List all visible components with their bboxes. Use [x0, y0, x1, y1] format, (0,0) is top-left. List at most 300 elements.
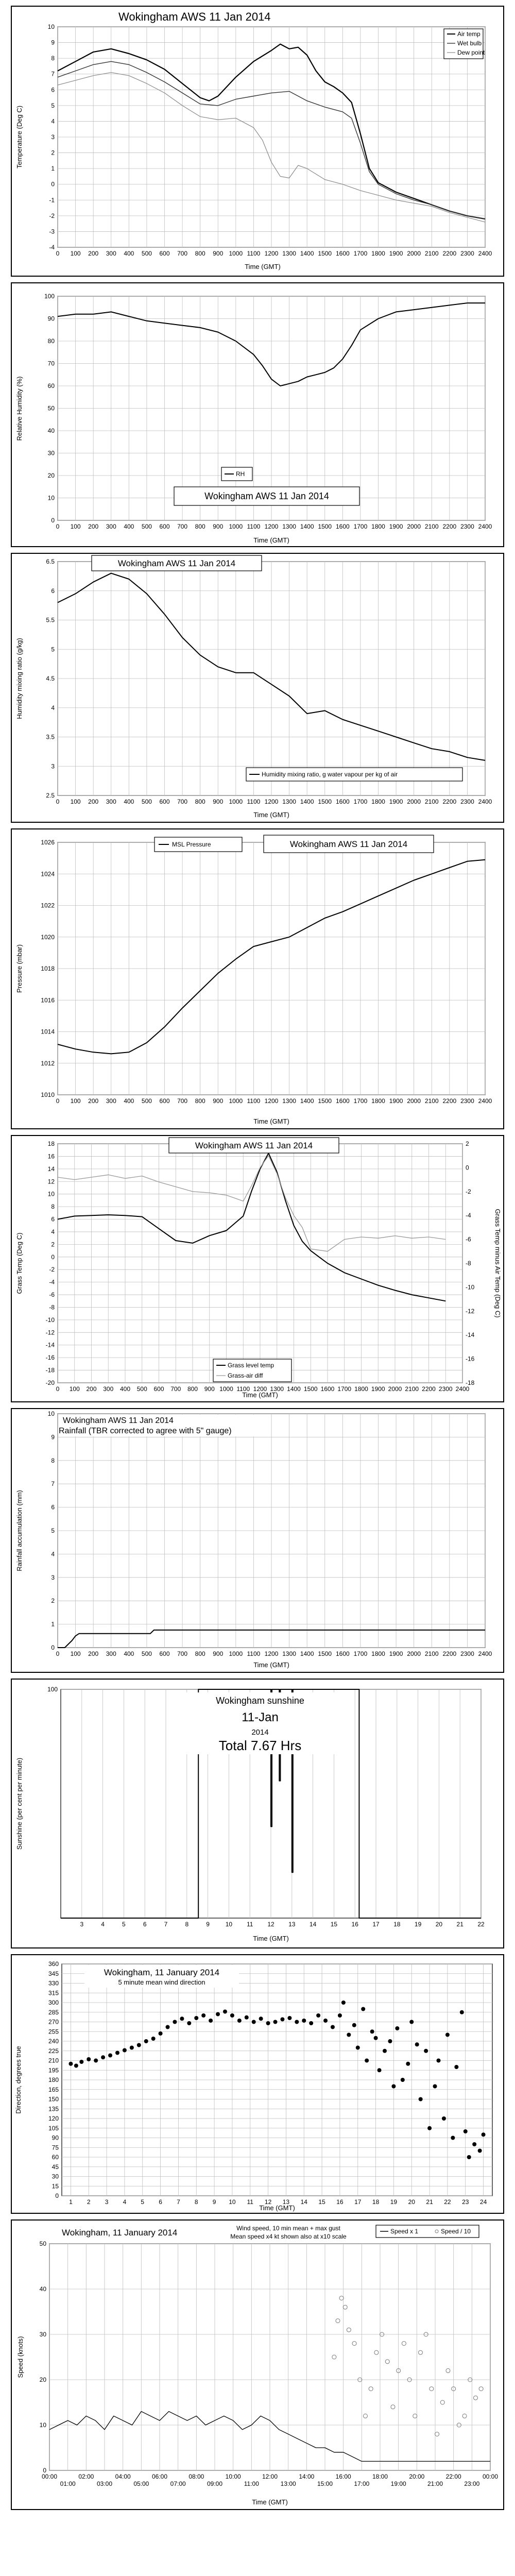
x-tick-label: 200: [88, 250, 99, 257]
data-point: [115, 2051, 119, 2055]
data-point: [194, 2016, 198, 2020]
chart-note: Mean speed x4 kt shown also at x10 scale: [230, 2233, 347, 2240]
data-point: [79, 2060, 83, 2064]
data-point: [395, 2026, 399, 2030]
x-tick-label: 200: [88, 798, 99, 805]
y-tick-label: 150: [48, 2095, 59, 2103]
data-point: [377, 2068, 382, 2072]
data-point: [409, 2020, 414, 2024]
x-tick-label: 600: [159, 250, 170, 257]
data-point: [252, 2020, 256, 2024]
y-tick-label: 7: [51, 1480, 55, 1488]
y-tick-label: -1: [49, 196, 55, 204]
x-tick-label: 10:00: [225, 2473, 241, 2480]
x-tick-label: 1500: [318, 1650, 332, 1657]
y-axis-label: Speed (knots): [16, 2336, 24, 2378]
x-tick-label: 700: [177, 1097, 188, 1105]
y-right-tick-label: 0: [466, 1164, 469, 1172]
y-tick-label: 1: [51, 165, 55, 173]
x-tick-label: 1900: [389, 1650, 403, 1657]
x-tick-label: 500: [136, 1385, 147, 1393]
data-point: [316, 2013, 320, 2018]
x-tick-label: 6: [143, 1921, 147, 1928]
x-tick-label: 16: [351, 1921, 358, 1928]
y-tick-label: 40: [39, 2285, 46, 2293]
x-tick-label: 7: [177, 2198, 180, 2206]
data-point: [101, 2055, 105, 2059]
x-tick-label: 700: [177, 523, 188, 530]
y-tick-label: 9: [51, 1433, 55, 1441]
x-tick-label: 300: [103, 1385, 114, 1393]
y-tick-label: 100: [47, 1686, 58, 1693]
data-point: [388, 2039, 392, 2043]
y-tick-label: 6: [51, 1215, 55, 1223]
y-tick-label: 4: [51, 1228, 55, 1235]
x-tick-label: 19: [390, 2198, 398, 2206]
x-tick-label: 1000: [229, 523, 243, 530]
y-tick-label: 6: [51, 1503, 55, 1511]
data-point: [442, 2116, 446, 2121]
x-tick-label: 09:00: [207, 2480, 223, 2487]
y-tick-label: 2.5: [46, 792, 55, 799]
legend-label-air: Air temp: [457, 30, 480, 38]
y-tick-label: 14: [47, 1165, 55, 1173]
data-point: [209, 2019, 213, 2023]
data-point: [472, 2142, 476, 2146]
x-tick-label: 13: [282, 2198, 290, 2206]
x-axis-label: Time (GMT): [245, 263, 281, 270]
legend-label-wet: Wet bulb: [457, 40, 482, 47]
y-right-tick-label: -16: [466, 1355, 475, 1363]
x-tick-label: 15: [318, 2198, 325, 2206]
x-tick-label: 22: [444, 2198, 451, 2206]
y-tick-label: -18: [45, 1366, 55, 1374]
data-point: [445, 2033, 450, 2037]
x-tick-label: 1400: [300, 1097, 314, 1105]
x-tick-label: 500: [141, 523, 152, 530]
y-tick-label: 195: [48, 2066, 59, 2074]
y-tick-label: 10: [39, 2421, 46, 2429]
data-point: [338, 2013, 342, 2018]
y-tick-label: -14: [45, 1341, 55, 1349]
x-tick-label: 100: [70, 798, 81, 805]
chart-title: Wokingham AWS 11 Jan 2014: [195, 1141, 313, 1150]
data-point: [130, 2046, 134, 2050]
x-axis-label: Time (GMT): [253, 536, 289, 544]
data-point: [68, 2062, 73, 2066]
x-tick-label: 1700: [353, 523, 368, 530]
x-tick-label: 1400: [300, 250, 314, 257]
x-tick-label: 1400: [300, 1650, 314, 1657]
x-tick-label: 1300: [270, 1385, 284, 1393]
y-tick-label: 1024: [41, 870, 55, 878]
x-tick-label: 1300: [282, 250, 296, 257]
x-tick-label: 24: [479, 2198, 487, 2206]
wind-direction-chart: [0, 1953, 515, 2215]
y-right-tick-label: -4: [466, 1212, 471, 1219]
data-point: [401, 2078, 405, 2082]
x-tick-label: 07:00: [170, 2480, 186, 2487]
y-tick-label: 330: [48, 1979, 59, 1987]
y-tick-label: 105: [48, 2124, 59, 2132]
data-point: [482, 2132, 486, 2137]
x-tick-label: 21: [426, 2198, 433, 2206]
y-tick-label: 10: [47, 494, 55, 502]
x-tick-label: 900: [213, 523, 224, 530]
x-tick-label: 11: [247, 2198, 253, 2206]
x-tick-label: 800: [187, 1385, 198, 1393]
y-right-tick-label: -14: [466, 1331, 475, 1339]
x-tick-label: 13: [288, 1921, 296, 1928]
y-tick-label: 5: [51, 646, 55, 653]
data-point: [280, 2018, 284, 2022]
y-right-tick-label: -2: [466, 1188, 471, 1195]
x-tick-label: 500: [141, 798, 152, 805]
x-tick-label: 08:00: [188, 2473, 204, 2480]
humidity-chart: [0, 281, 515, 549]
data-point: [302, 2019, 306, 2023]
x-tick-label: 500: [141, 1650, 152, 1657]
data-point: [144, 2039, 148, 2043]
x-tick-label: 300: [106, 798, 116, 805]
x-tick-label: 9: [206, 1921, 210, 1928]
x-tick-label: 400: [124, 1097, 134, 1105]
data-point: [151, 2037, 156, 2041]
x-tick-label: 0: [56, 1650, 60, 1657]
x-tick-label: 2100: [424, 1097, 439, 1105]
x-tick-label: 9: [212, 2198, 216, 2206]
y-tick-label: 15: [52, 2182, 59, 2190]
y-tick-label: 10: [47, 23, 55, 30]
x-tick-label: 600: [159, 1650, 170, 1657]
x-tick-label: 1700: [353, 1097, 368, 1105]
x-tick-label: 1400: [287, 1385, 301, 1393]
x-tick-label: 1000: [229, 1097, 243, 1105]
x-tick-label: 0: [56, 523, 60, 530]
data-point: [433, 2084, 437, 2089]
data-point: [137, 2043, 141, 2047]
x-tick-label: 10: [229, 2198, 236, 2206]
x-tick-label: 16:00: [335, 2473, 351, 2480]
y-tick-label: 0: [55, 2192, 59, 2199]
y-right-tick-label: -18: [466, 1379, 475, 1386]
x-tick-label: 5: [141, 2198, 145, 2206]
wind-speed-chart: [0, 2218, 515, 2512]
y-tick-label: -3: [49, 228, 55, 235]
x-tick-label: 18: [393, 1921, 401, 1928]
x-tick-label: 2300: [460, 250, 474, 257]
x-tick-label: 1800: [371, 1097, 385, 1105]
x-tick-label: 23: [462, 2198, 469, 2206]
data-point: [309, 2021, 313, 2025]
x-tick-label: 2000: [407, 1097, 421, 1105]
data-point: [451, 2136, 455, 2140]
x-tick-label: 0: [56, 1385, 60, 1393]
y-tick-label: -6: [49, 1291, 55, 1299]
y-axis-label: Direction, degrees true: [14, 2046, 22, 2114]
y-tick-label: 2: [51, 149, 55, 157]
y-tick-label: -10: [45, 1316, 55, 1324]
data-point: [406, 2062, 410, 2066]
x-tick-label: 0: [56, 250, 60, 257]
y-tick-label: 0: [51, 517, 55, 524]
x-tick-label: 2400: [455, 1385, 470, 1393]
x-tick-label: 200: [88, 523, 99, 530]
x-tick-label: 1800: [371, 523, 385, 530]
x-axis-label: Time (GMT): [252, 2498, 288, 2506]
x-tick-label: 1600: [335, 250, 350, 257]
legend-label-diff: Grass-air diff: [228, 1372, 263, 1379]
y-tick-label: 8: [51, 1456, 55, 1464]
x-tick-label: 300: [106, 250, 116, 257]
y-tick-label: 255: [48, 2028, 59, 2036]
y-tick-label: 60: [52, 2154, 59, 2161]
x-tick-label: 1000: [229, 1650, 243, 1657]
chart-title: Wokingham AWS 11 Jan 2014: [117, 558, 236, 568]
y-tick-label: 30: [47, 449, 55, 457]
data-point: [94, 2059, 98, 2063]
y-tick-label: 16: [47, 1153, 55, 1160]
x-tick-label: 1300: [282, 1650, 296, 1657]
x-tick-label: 2100: [405, 1385, 419, 1393]
data-point: [352, 2023, 356, 2027]
data-point: [201, 2013, 205, 2018]
y-tick-label: 2: [51, 1241, 55, 1248]
x-tick-label: 600: [159, 1097, 170, 1105]
x-tick-label: 700: [170, 1385, 181, 1393]
y-tick-label: 0: [51, 1253, 55, 1261]
x-tick-label: 1800: [371, 798, 385, 805]
y-tick-label: 1020: [41, 933, 55, 941]
y-tick-label: 1: [51, 1620, 55, 1628]
y-tick-label: 10: [47, 1410, 55, 1417]
x-tick-label: 1600: [320, 1385, 335, 1393]
y-tick-label: 6: [51, 86, 55, 94]
x-tick-label: 2400: [478, 1650, 492, 1657]
x-tick-label: 1100: [236, 1385, 250, 1393]
y-tick-label: 18: [47, 1140, 55, 1147]
x-tick-label: 2300: [460, 1097, 474, 1105]
data-point: [419, 2097, 423, 2102]
data-point: [259, 2016, 263, 2021]
x-tick-label: 1200: [264, 250, 279, 257]
x-tick-label: 2200: [442, 250, 457, 257]
x-tick-label: 1500: [318, 798, 332, 805]
x-tick-label: 800: [195, 523, 205, 530]
y-tick-label: 1026: [41, 839, 55, 846]
y-axis-label: Rainfall accumulation (mm): [15, 1490, 23, 1571]
x-tick-label: 20: [435, 1921, 443, 1928]
x-tick-label: 200: [88, 1097, 99, 1105]
chart-subtitle: Rainfall (TBR corrected to agree with 5" gauge): [59, 1427, 232, 1435]
y-tick-label: 5.5: [46, 616, 55, 624]
data-point: [173, 2020, 177, 2024]
y-tick-label: 285: [48, 2008, 59, 2016]
y-tick-label: 75: [52, 2144, 59, 2151]
x-tick-label: 1800: [371, 1650, 385, 1657]
y-tick-label: 1022: [41, 902, 55, 909]
x-tick-label: 2: [87, 2198, 91, 2206]
y-tick-label: 0: [43, 2467, 46, 2474]
data-point: [331, 2025, 335, 2029]
data-point: [356, 2046, 360, 2050]
chart-title: Wokingham, 11 January 2014: [104, 1968, 220, 1977]
y-tick-label: 5: [51, 1527, 55, 1534]
x-tick-label: 300: [106, 523, 116, 530]
x-tick-label: 15:00: [317, 2480, 333, 2487]
x-tick-label: 800: [195, 1650, 205, 1657]
chart-subtitle: 5 minute mean wind direction: [118, 1978, 205, 1986]
y-tick-label: -4: [49, 244, 55, 251]
x-tick-label: 02:00: [78, 2473, 94, 2480]
x-tick-label: 14:00: [299, 2473, 315, 2480]
y-tick-label: -2: [49, 1266, 55, 1274]
y-tick-label: 10: [47, 1190, 55, 1198]
data-point: [166, 2025, 170, 2029]
y-tick-label: 5: [51, 101, 55, 109]
data-point: [370, 2029, 374, 2033]
y-tick-label: -8: [49, 1303, 55, 1311]
x-tick-label: 1700: [337, 1385, 352, 1393]
x-tick-label: 18: [372, 2198, 380, 2206]
y-tick-label: 20: [39, 2376, 46, 2383]
chart-title: Wokingham AWS 11 Jan 2014: [118, 10, 271, 23]
rainfall-chart: [0, 1406, 515, 1674]
x-tick-label: 2200: [442, 1097, 457, 1105]
x-tick-label: 2300: [460, 523, 474, 530]
y-tick-label: 345: [48, 1970, 59, 1977]
x-tick-label: 500: [141, 1097, 152, 1105]
x-tick-label: 2100: [424, 523, 439, 530]
x-tick-label: 6: [159, 2198, 162, 2206]
x-tick-label: 900: [213, 798, 224, 805]
y-tick-label: 7: [51, 70, 55, 78]
x-tick-label: 600: [159, 798, 170, 805]
y-tick-label: -16: [45, 1354, 55, 1362]
y-right-tick-label: -6: [466, 1235, 471, 1243]
x-axis-label: Time (GMT): [253, 811, 289, 819]
y-tick-label: 3: [51, 133, 55, 141]
data-point: [347, 2033, 351, 2037]
data-point: [361, 2007, 365, 2011]
x-tick-label: 500: [141, 250, 152, 257]
data-point: [415, 2042, 419, 2046]
x-tick-label: 2300: [460, 798, 474, 805]
x-tick-label: 01:00: [60, 2480, 76, 2487]
y-tick-label: 1018: [41, 965, 55, 972]
chart-title: Wokingham AWS 11 Jan 2014: [204, 491, 329, 501]
x-tick-label: 14: [300, 2198, 307, 2206]
legend-label: Humidity mixing ratio, g water vapour per kg of air: [262, 771, 398, 778]
year-label: 2014: [251, 1728, 269, 1737]
x-tick-label: 19: [414, 1921, 422, 1928]
x-tick-label: 12: [267, 1921, 274, 1928]
y-right-tick-label: 2: [466, 1140, 469, 1147]
x-tick-label: 1200: [264, 1097, 279, 1105]
x-tick-label: 1400: [300, 798, 314, 805]
x-tick-label: 400: [124, 1650, 134, 1657]
x-tick-label: 2400: [478, 1097, 492, 1105]
x-tick-label: 12: [264, 2198, 272, 2206]
y-tick-label: 30: [52, 2173, 59, 2180]
x-tick-label: 1500: [303, 1385, 318, 1393]
x-tick-label: 1100: [247, 250, 261, 257]
data-point: [460, 2010, 464, 2014]
x-tick-label: 19:00: [390, 2480, 406, 2487]
x-tick-label: 600: [159, 523, 170, 530]
y-right-tick-label: -8: [466, 1260, 471, 1267]
y-tick-label: 80: [47, 337, 55, 345]
x-tick-label: 1800: [371, 250, 385, 257]
x-tick-label: 300: [106, 1097, 116, 1105]
y-tick-label: 20: [47, 472, 55, 479]
x-tick-label: 1100: [247, 523, 261, 530]
data-point: [427, 2126, 432, 2130]
x-tick-label: 1200: [264, 523, 279, 530]
x-tick-label: 1900: [389, 250, 403, 257]
x-tick-label: 900: [213, 1097, 224, 1105]
y-axis-label: Grass Temp (Deg C): [15, 1232, 23, 1294]
data-point: [391, 2084, 396, 2089]
x-tick-label: 0: [56, 1097, 60, 1105]
x-tick-label: 1800: [354, 1385, 368, 1393]
y-tick-label: 100: [44, 293, 55, 300]
x-tick-label: 400: [119, 1385, 131, 1393]
x-tick-label: 2100: [424, 798, 439, 805]
x-tick-label: 2000: [407, 798, 421, 805]
y-tick-label: 4: [51, 704, 55, 711]
y-tick-label: 60: [47, 382, 55, 389]
x-tick-label: 20:00: [409, 2473, 425, 2480]
data-point: [87, 2057, 91, 2061]
x-tick-label: 3: [105, 2198, 109, 2206]
y-axis-label: Relative Humidity (%): [15, 376, 23, 441]
x-tick-label: 12:00: [262, 2473, 278, 2480]
y-axis-label: Pressure (mbar): [15, 944, 23, 993]
y-tick-label: 9: [51, 39, 55, 46]
y-tick-label: 3.5: [46, 733, 55, 741]
legend-label-speed: Speed x 1: [390, 2228, 419, 2235]
y-tick-label: 30: [39, 2331, 46, 2338]
y-tick-label: 360: [48, 1960, 59, 1968]
y-tick-label: 90: [47, 315, 55, 323]
x-tick-label: 2400: [478, 523, 492, 530]
x-tick-label: 04:00: [115, 2473, 131, 2480]
data-point: [223, 2010, 227, 2014]
x-tick-label: 2200: [442, 798, 457, 805]
x-tick-label: 200: [88, 1650, 99, 1657]
x-tick-label: 1700: [353, 798, 368, 805]
x-tick-label: 17:00: [354, 2480, 370, 2487]
y-tick-label: -12: [45, 1329, 55, 1336]
y-tick-label: 0: [51, 180, 55, 188]
y-tick-label: 3: [51, 1573, 55, 1581]
legend-label: MSL Pressure: [172, 841, 211, 848]
x-tick-label: 7: [164, 1921, 168, 1928]
y-tick-label: 40: [47, 427, 55, 434]
x-tick-label: 3: [80, 1921, 84, 1928]
x-tick-label: 2100: [424, 250, 439, 257]
x-tick-label: 4: [101, 1921, 105, 1928]
total-label: Total 7.67 Hrs: [218, 1738, 302, 1753]
x-tick-label: 00:00: [41, 2473, 58, 2480]
x-tick-label: 5: [122, 1921, 126, 1928]
data-point: [230, 2013, 234, 2018]
x-tick-label: 2200: [422, 1385, 436, 1393]
y-tick-label: 120: [48, 2115, 59, 2122]
x-tick-label: 100: [70, 1097, 81, 1105]
x-tick-label: 1100: [247, 798, 261, 805]
